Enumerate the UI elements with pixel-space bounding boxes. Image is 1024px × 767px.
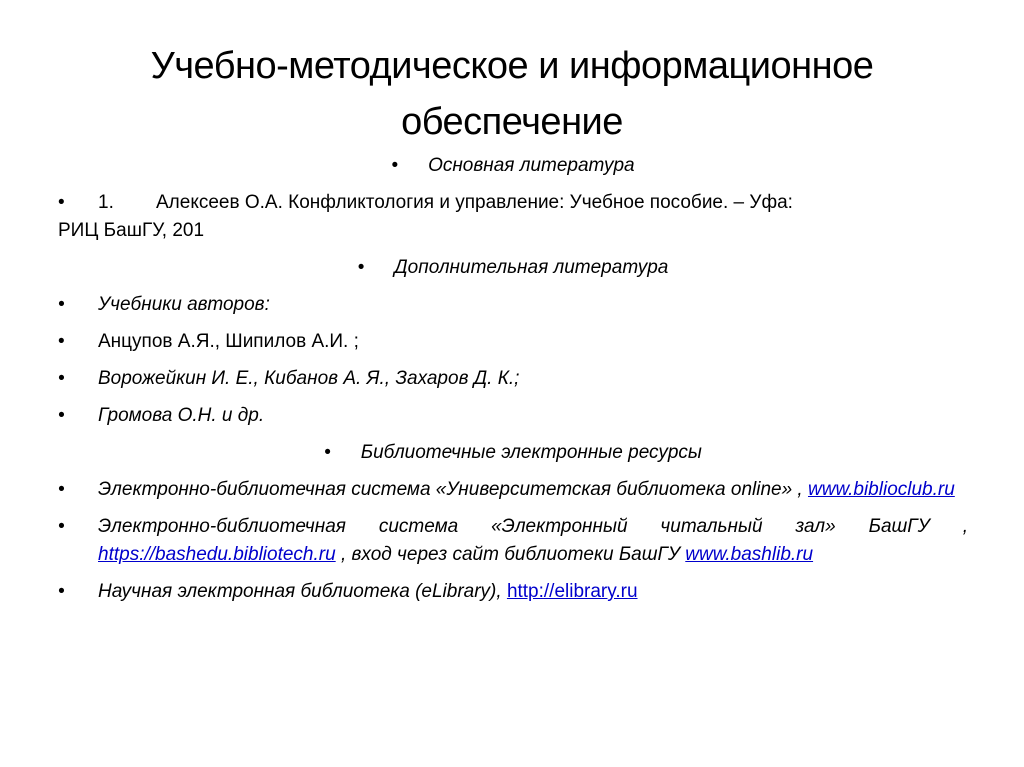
bullet-icon: • (58, 405, 65, 426)
slide-title (60, 38, 964, 150)
slide-content (58, 152, 968, 615)
section-heading-library-resources: • Библиотечные электронные ресурсы (324, 442, 702, 463)
bullet-icon: • (58, 581, 65, 602)
bullet-icon: • (391, 155, 399, 176)
link-biblioclub[interactable]: www.biblioclub.ru (808, 479, 955, 500)
list-item: • Анцупов А.Я., Шипилов А.И. ; (58, 328, 968, 356)
bullet-icon: • (324, 442, 331, 463)
resource-item-elibrary: • Научная электронная библиотека (eLibrary), http://elibrary.ru (58, 578, 968, 606)
link-bashlib[interactable]: www.bashlib.ru (685, 544, 814, 565)
section-heading-extra-literature: • Дополнительная литература (357, 257, 669, 278)
bullet-icon: • (58, 368, 65, 389)
list-item: • Ворожейкин И. Е., Кибанов А. Я., Захаров Д. К.; (58, 365, 968, 393)
list-item: • Громова О.Н. и др. (58, 402, 968, 430)
list-item: • Учебники авторов: (58, 291, 968, 319)
resource-item-biblioclub: • Электронно-библиотечная система «Университетская библиотека online» , www.biblioclub.ru (58, 476, 968, 504)
resource-item-bashedu: • Электронно-библиотечная система «Электронный читальный зал» БашГУ , https://bashedu.bibliotech.ru , вход через сайт библиотеки БашГУ www.bashlib.ru (58, 513, 968, 569)
title-line-2: обеспечение (401, 101, 623, 143)
bullet-icon: • (58, 479, 65, 500)
bullet-icon: • (357, 257, 365, 278)
bullet-icon: • (58, 192, 65, 213)
list-item-main-book: • 1. Алексеев О.А. Конфликтология и управление: Учебное пособие. – Уфа: РИЦ БашГУ, 201 (58, 189, 968, 245)
bullet-icon: • (58, 294, 65, 315)
section-heading-main-literature: • Основная литература (391, 155, 635, 176)
item-text-continuation: РИЦ БашГУ, 201 (58, 220, 205, 241)
link-elibrary[interactable]: http://elibrary.ru (506, 581, 638, 602)
bullet-icon: • (58, 516, 65, 537)
link-bashedu[interactable]: https://bashedu.bibliotech.ru (98, 544, 336, 565)
title-line-1: Учебно-методическое и информационное (150, 45, 874, 87)
item-number: 1. (98, 192, 114, 213)
bullet-icon: • (58, 331, 65, 352)
